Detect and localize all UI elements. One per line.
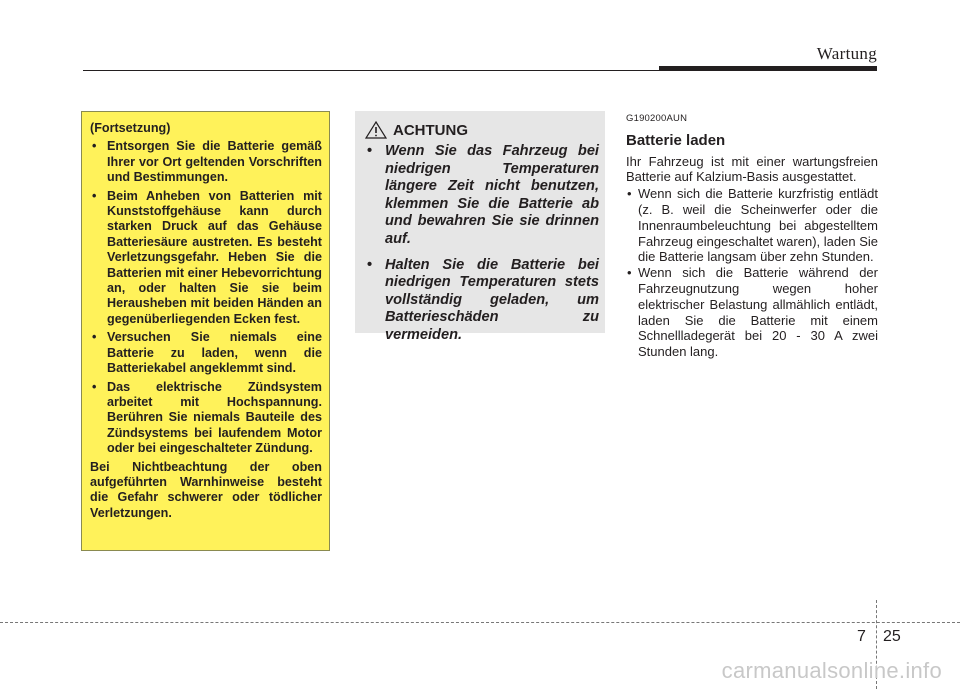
warning-item-text: Beim Anheben von Batterien mit Kunststoffgehäuse kann durch starken Druck auf das Gehäuse Batteriesäure austreten. Es besteht Verletzungsgefahr. Heben Sie die Batterien mit einer Hebevorrichtung an, oder halten Sie sie beim Herausheben mit beiden Händen an gegenüberliegenden Ecken fest. [107, 188, 322, 326]
bullet-icon: • [92, 330, 97, 345]
warning-box [81, 111, 330, 551]
bullet-icon: • [92, 188, 97, 203]
continuation-label: (Fortsetzung) [90, 121, 171, 135]
bullet-icon: • [92, 139, 97, 154]
chapter-number: 7 [857, 628, 866, 645]
watermark: carmanualsonline.info [721, 658, 942, 683]
caution-title: ACHTUNG [393, 121, 468, 139]
caution-header [365, 121, 599, 139]
section-heading: Batterie laden [626, 131, 726, 149]
bullet-icon: • [627, 186, 632, 202]
section-list-item [626, 186, 878, 265]
section-list-item [626, 265, 878, 360]
page-header-title: Wartung [816, 44, 877, 63]
caution-item-text: Wenn Sie das Fahrzeug bei niedrigen Temperaturen längere Zeit nicht benutzen, klemmen Sie die Batterie ab und bewahren Sie sie drinnen auf. [385, 143, 599, 247]
warning-item [90, 139, 322, 185]
bullet-icon: • [627, 265, 632, 281]
header-rule-accent [659, 66, 877, 71]
section-item-text: Wenn sich die Batterie während der Fahrzeugnutzung wegen hoher elektrischer Belastung allmählich entlädt, laden Sie die Batterie mit einem Schnellladegerät bei 20 - 30 A zwei Stunden lang. [638, 265, 878, 360]
warning-list [90, 139, 322, 456]
warning-item [90, 189, 322, 328]
warning-item-text: Das elektrische Zündsystem arbeitet mit Hochspannung. Berühren Sie niemals Bauteile des Zündsystems bei laufendem Motor oder bei eingeschalteter Zündung. [107, 379, 322, 456]
caution-item [365, 143, 599, 249]
page-number: 25 [883, 628, 901, 645]
warning-triangle-icon [365, 121, 387, 139]
warning-final-text: Bei Nichtbeachtung der oben aufgeführten Warnhinweise besteht die Gefahr schwerer oder tödlicher Verletzungen. [90, 459, 322, 520]
battery-charging-section [626, 111, 878, 360]
caution-item-text: Halten Sie die Batterie bei niedrigen Temperaturen stets vollständig geladen, um Batterieschäden zu vermeiden. [385, 256, 599, 343]
warning-item [90, 380, 322, 457]
caution-box [355, 111, 605, 343]
warning-item-text: Entsorgen Sie die Batterie gemäß Ihrer vor Ort geltenden Vorschriften und Bestimmungen. [107, 139, 322, 185]
section-code: G190200AUN [626, 113, 688, 124]
section-list [626, 186, 878, 360]
bullet-icon: • [92, 379, 97, 394]
section-item-text: Wenn sich die Batterie kurzfristig entlädt (z. B. weil die Scheinwerfer oder die Innenraumbeleuchtung bei abgestelltem Fahrzeug eingeschaltet waren), laden Sie die Batterie langsam über zehn Stunden. [638, 186, 878, 265]
section-intro: Ihr Fahrzeug ist mit einer wartungsfreien Batterie auf Kalzium-Basis ausgestattet. [626, 153, 878, 185]
caution-item [365, 257, 599, 345]
caution-list [365, 143, 599, 345]
warning-item [90, 330, 322, 376]
bullet-icon: • [367, 143, 373, 159]
bullet-icon: • [367, 256, 373, 273]
warning-item-text: Versuchen Sie niemals eine Batterie zu laden, wenn die Batteriekabel angeklemmt sind. [107, 330, 322, 376]
footer-rule [0, 622, 960, 623]
